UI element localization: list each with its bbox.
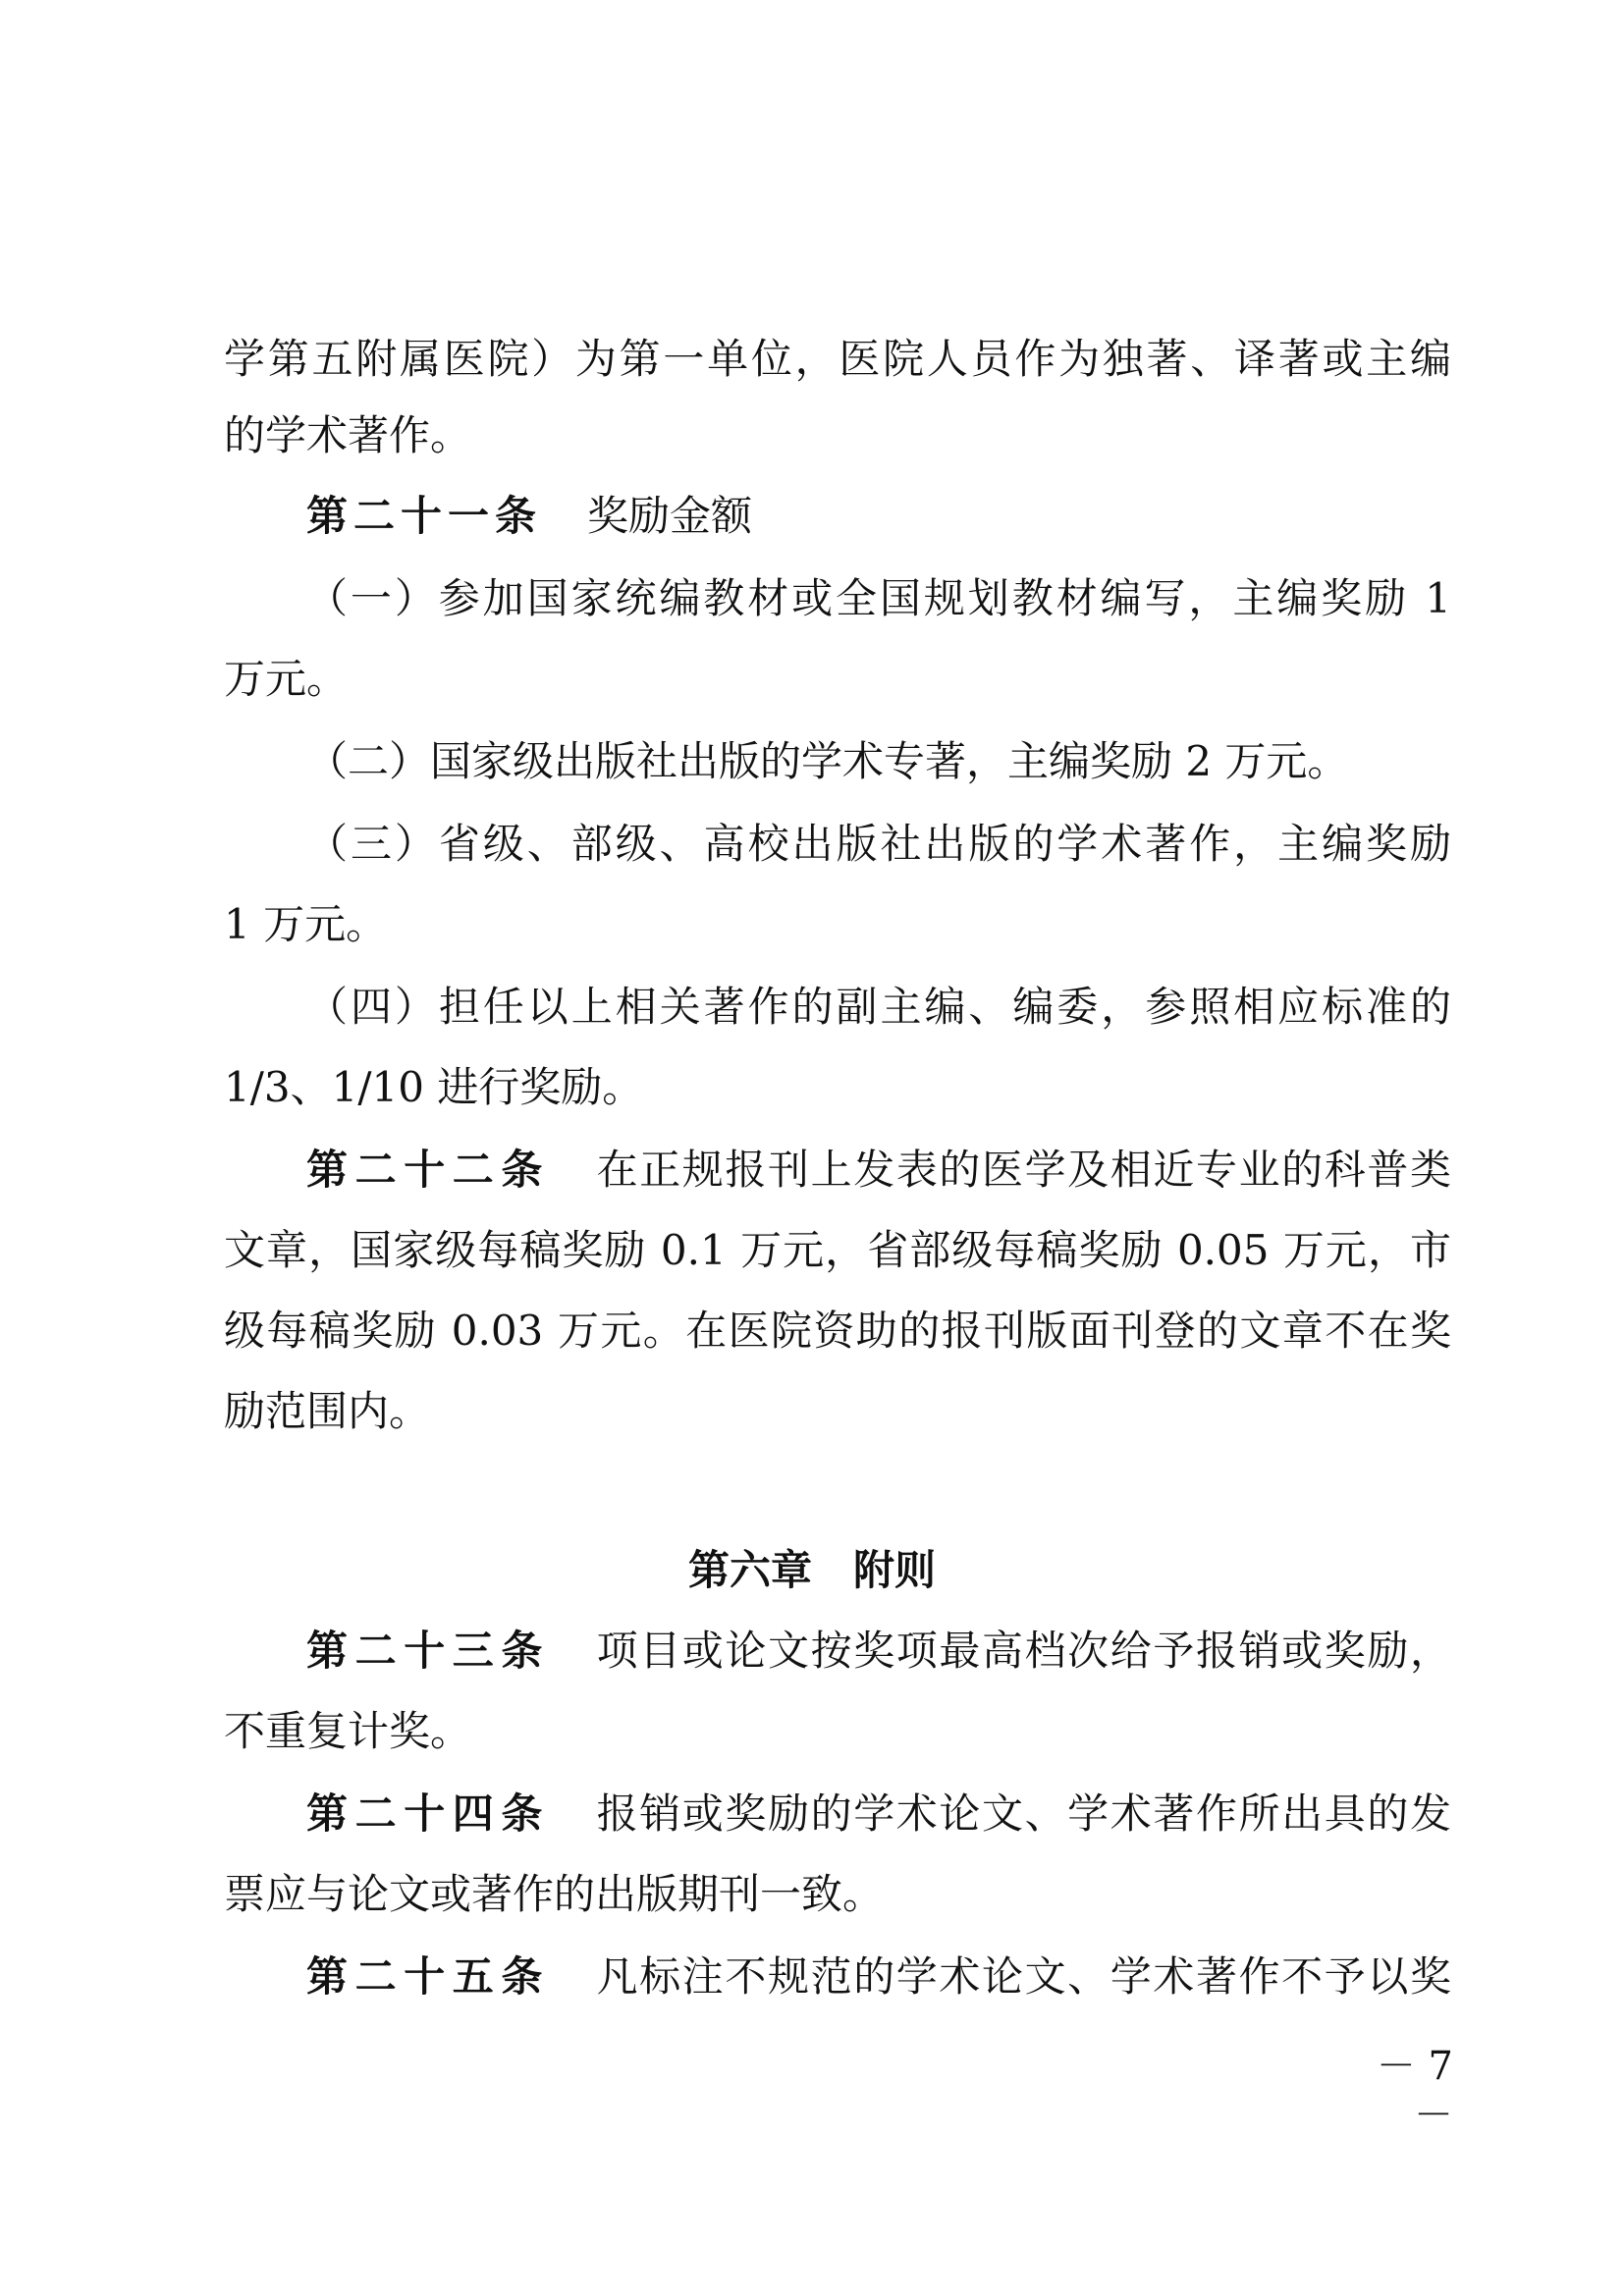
article-24-line-1 [306,1789,1451,1840]
article-22-line-3: 级每稿奖励 0.03 万元。在医院资助的报刊版面刊登的文章不在奖 [224,1307,1451,1355]
article-23-text-1: 项目或论文按奖项最高档次给予报销或奖励， [595,1627,1451,1675]
article-21-heading: 第二十一条 [306,492,543,540]
article-21-item-4-line-2: 1/3、1/10 进行奖励。 [224,1063,644,1111]
article-22-line-4: 励范围内。 [224,1387,431,1435]
article-21-title: 奖励金额 [587,492,753,540]
article-22-text-1: 在正规报刊上发表的医学及相近专业的科普类 [595,1146,1451,1194]
article-21-item-3-line-1: （三）省级、部级、高校出版社出版的学术著作，主编奖励 [306,820,1451,868]
article-22-line-2: 文章，国家级每稿奖励 0.1 万元，省部级每稿奖励 0.05 万元，市 [224,1226,1451,1274]
chapter-title: 第六章 附则 [687,1546,936,1594]
article-22-heading: 第二十二条 [306,1146,550,1194]
article-21-item-2: （二）国家级出版社出版的学术专著，主编奖励 2 万元。 [306,737,1349,785]
article-25-line-1 [306,1951,1451,2002]
article-24-heading: 第二十四条 [306,1789,550,1838]
article-21-item-1-line-2: 万元。 [224,655,349,703]
article-25-heading: 第二十五条 [306,1952,550,2001]
article-23-line-2: 不重复计奖。 [224,1707,472,1755]
page-number: － 7 － [1376,2044,1453,2138]
article-21-item-4-line-1: （四）担任以上相关著作的副主编、编委，参照相应标准的 [306,983,1451,1031]
article-24-line-2: 票应与论文或著作的出版期刊一致。 [224,1870,885,1918]
article-21-item-3-line-2: 1 万元。 [224,900,388,948]
article-24-text-1: 报销或奖励的学术论文、学术著作所出具的发 [595,1789,1451,1838]
article-22-line-1 [306,1145,1451,1196]
article-21-item-1-line-1: （一）参加国家统编教材或全国规划教材编写，主编奖励 1 [306,574,1451,622]
article-21-heading-line [306,491,1451,542]
article-23-line-1 [306,1626,1451,1677]
continuation-line-2: 的学术著作。 [224,411,472,459]
article-23-heading: 第二十三条 [306,1627,550,1675]
continuation-line-1: 学第五附属医院）为第一单位，医院人员作为独著、译著或主编 [224,335,1451,383]
article-25-text-1: 凡标注不规范的学术论文、学术著作不予以奖 [595,1952,1451,2001]
